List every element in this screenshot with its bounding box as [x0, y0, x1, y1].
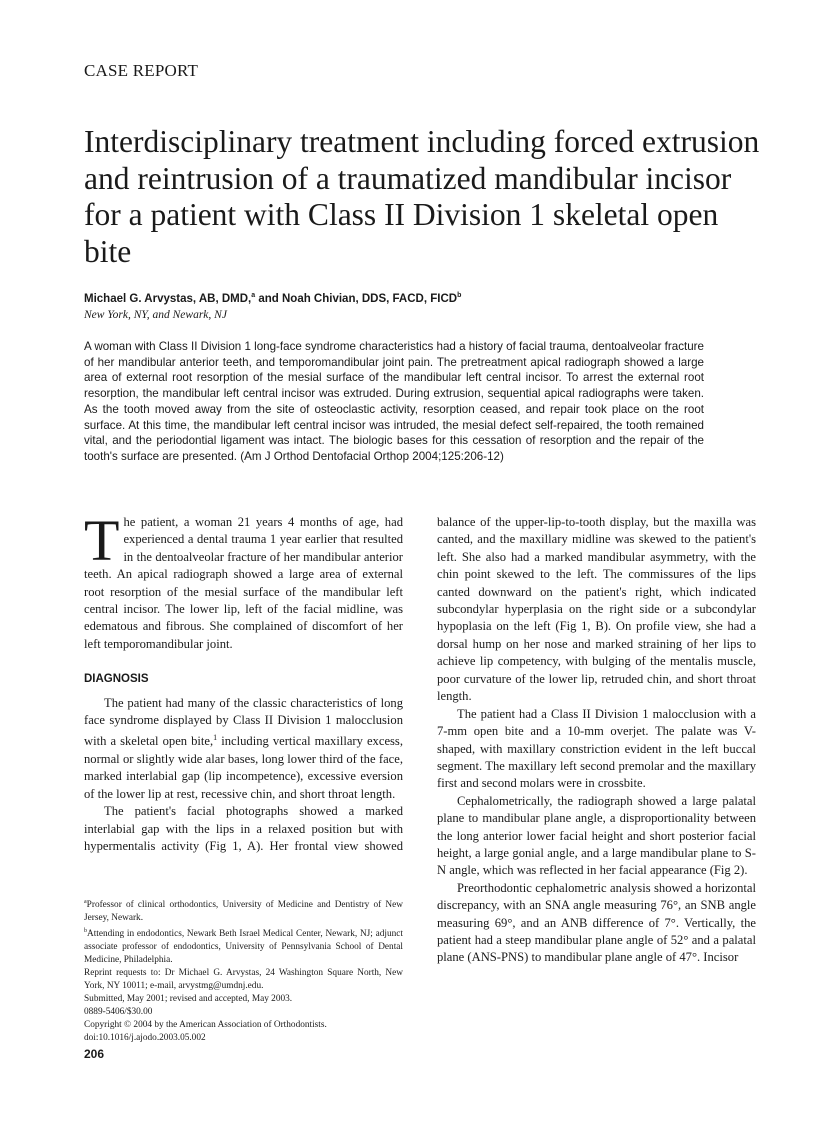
section-heading-diagnosis: DIAGNOSIS	[84, 673, 149, 686]
reprint-requests: Reprint requests to: Dr Michael G. Arvystas, 24 Washington Square North, New York, NY 10011; e-mail, arvystmg@umdnj.edu.	[84, 968, 403, 992]
diagnosis-paragraph-2: The patient's facial photographs showed a marked interlabial gap with the lips in a relaxed position but with hypermentalis activity (Fig 1, A). Her frontal view showed	[84, 804, 403, 854]
diagnosis-paragraph-1: The patient had many of the classic characteristics of long face syndrome displayed by Class II Division 1 malocclusion with a skeletal open bite,	[84, 695, 403, 749]
diagnosis-paragraph-1-rest: including vertical maxillary excess, normal or slightly wide alar bases, long lower third of the face, marked interlabial gap (lip incompetence), excessive eversion of the lower lip at rest, recessive chin, and short throat length.	[84, 734, 403, 801]
right-column	[437, 514, 756, 967]
author-2: Noah Chivian, DDS, FACD, FICD	[281, 292, 458, 305]
diagnosis-paragraph-3: The patient had a Class II Division 1 malocclusion with a 7-mm open bite and a 10-mm overjet. The palate was V-shaped, with maxillary constriction evident in the left buccal segment. The maxillary left second premolar and the maxillary first and second molars were in crossbite.	[437, 706, 756, 791]
submission-dates: Submitted, May 2001; revised and accepted, May 2003.	[84, 994, 293, 1005]
diagnosis-paragraph-5: Preorthodontic cephalometric analysis showed a horizontal discrepancy, with an SNA angle measuring 76°, an SNB angle measuring 69°, and an ANB difference of 7°. Vertically, the patient had a steep mandibular plane angle of 52° and a palatal plane (ANS-PNS) to mandibular plane angle of 47°. Incisor	[437, 880, 756, 965]
abstract: A woman with Class II Division 1 long-face syndrome characteristics had a history of facial trauma, dentoalveolar fracture of her mandibular anterior teeth, and temporomandibular joint pain. The pretreatment apical radiograph showed a large area of external root resorption of the mesial surface of the mandibular left central incisor. To arrest the external root resorption, the mandibular left central incisor was extruded. During extrusion, sequential apical radiographs were taken. As the tooth moved away from the site of osteoclastic activity, resorption ceased, and repair took place on the root surface. At this time, the mandibular left central incisor was intruded, the mesial defect self-repaired, the tooth remained vital, and the periodontial ligament was intact. The biologic bases for this cessation of resorption and the repair of the tooth's surface are presented. (Am J Orthod Dentofacial Orthop 2004;125:206-12)	[84, 340, 704, 463]
footnotes	[84, 896, 403, 1045]
article-type: CASE REPORT	[84, 61, 199, 80]
diagnosis-paragraph-4: Cephalometrically, the radiograph showed a large palatal plane to mandibular plane angle, a disproportionality between the long anterior lower facial height and short posterior facial height, a large gonial angle, and a large mandibular plane to S-N angle, which was reflected in her facial appearance (Fig 2).	[437, 793, 756, 878]
copyright: Copyright © 2004 by the American Association of Orthodontists.	[84, 1020, 327, 1031]
author-1-sup: a	[251, 292, 256, 299]
doi: doi:10.1016/j.ajodo.2003.05.002	[84, 1033, 206, 1044]
author-1: Michael G. Arvystas, AB, DMD,	[84, 292, 252, 305]
drop-cap: T	[84, 508, 120, 573]
page-number: 206	[84, 1047, 105, 1061]
diagnosis-paragraph-2-continuation	[437, 514, 756, 706]
left-column	[84, 508, 403, 855]
footnote-a: Professor of clinical orthodontics, University of Medicine and Dentistry of New Jersey, Newark.	[84, 900, 403, 924]
reference-1: 1	[213, 733, 218, 743]
author-2-sup: b	[457, 292, 462, 299]
author-line	[84, 292, 461, 305]
footnote-b-mark: b	[84, 928, 87, 935]
issn: 0889-5406/$30.00	[84, 1007, 153, 1018]
diagnosis-paragraph-2-start	[84, 803, 403, 855]
footnote-b: Attending in endodontics, Newark Beth Israel Medical Center, Newark, NJ; adjunct associate professor of endodontics, University of Pennsylvania School of Dental Medicine, Philadelphia.	[84, 929, 403, 966]
footnote-a-mark: a	[84, 899, 87, 905]
author-and: and	[255, 292, 282, 305]
diagnosis-paragraph-2-text: balance of the upper-lip-to-tooth display, but the maxilla was canted, and the maxillary midline was skewed to the patient's left. She also had a marked mandibular asymmetry, with the chin point skewed to the left. The commissures of the lips canted downward on the patient's right, which indicated subcondylar hyperplasia on the right side or a subcondylar hypoplasia on the left (Fig 1, B). On profile view, she had a dorsal hump on her nose and marked straining of her lips to achieve lip competency, with bulging of the mentalis muscle, poor curvature of the lower lip, retruded chin, and short throat length.	[437, 515, 756, 704]
intro-paragraph: he patient, a woman 21 years 4 months of age, had experienced a dental trauma 1 year earlier that resulted in the dentoalveolar fracture of her mandibular anterior teeth. An apical radiograph showed a large area of external root resorption of the mesial surface of the mandibular left central incisor. The lower lip, left of the facial midline, was edematous and fibrous. She complained of discomfort of her left temporomandibular joint.	[84, 515, 403, 651]
article-title: Interdisciplinary treatment including forced extrusion and reintrusion of a traumatized mandibular incisor for a patient with Class II Division 1 skeletal open bite	[84, 124, 760, 269]
author-location: New York, NY, and Newark, NJ	[84, 309, 227, 321]
